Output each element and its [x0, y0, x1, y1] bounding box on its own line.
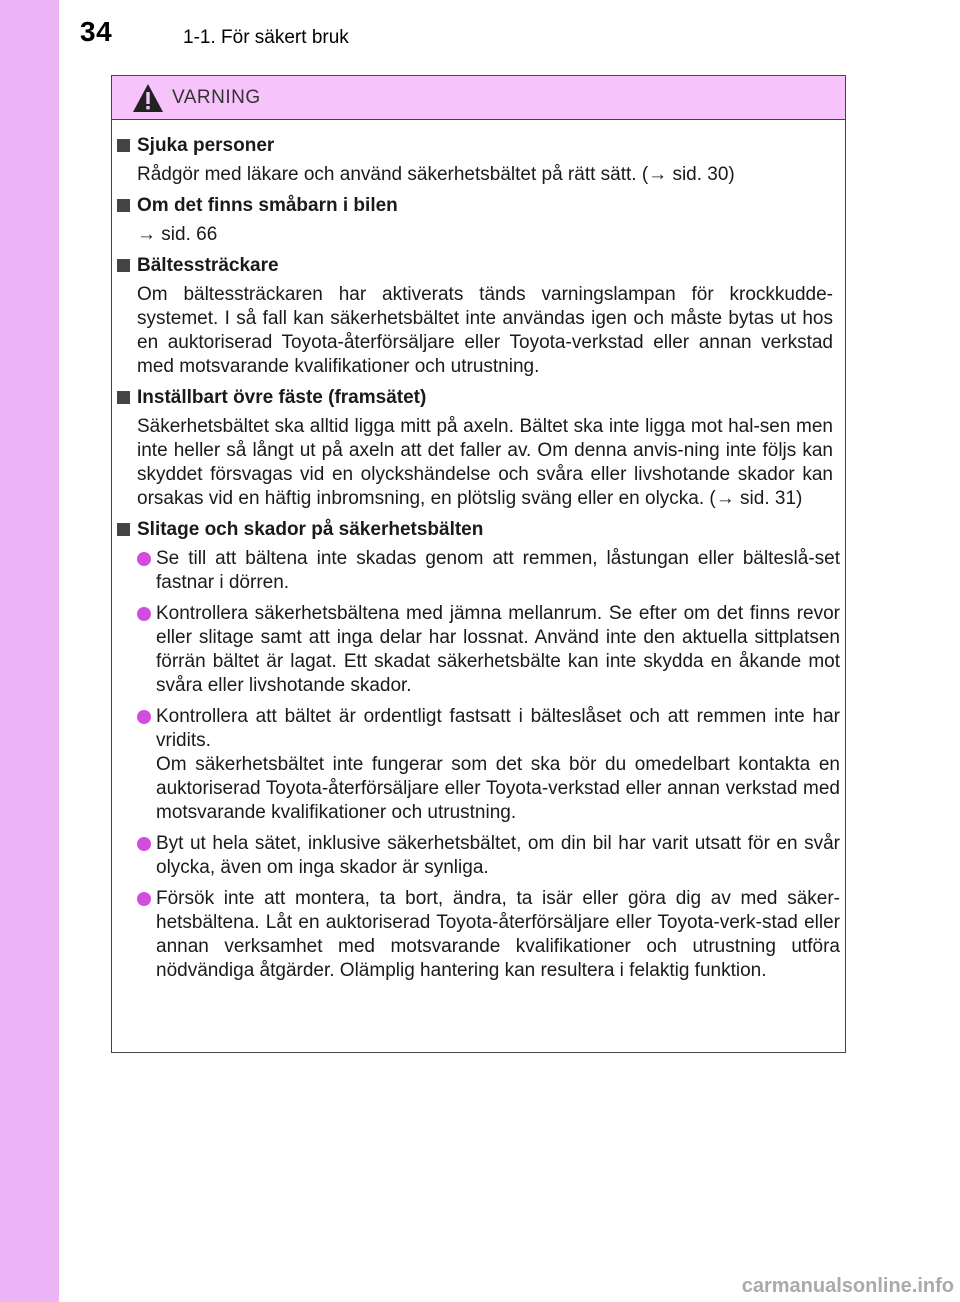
section-baltesstrackare: [112, 254, 847, 379]
round-bullet-icon: [137, 710, 151, 724]
round-bullet-icon: [137, 837, 151, 851]
section-body: Om bältessträckaren har aktiverats tänds varningslampan för krockkudde-systemet. I så fall kan säkerhetsbältet inte användas igen och måste bytas ut hos en auktoriserad Toyota-återförsäljare eller Toyota-verkstad eller annan verkstad med motsvarande kvalifikationer och utrustning.: [137, 284, 833, 377]
section-heading: Sjuka personer: [112, 134, 847, 158]
square-bullet-icon: [117, 523, 130, 536]
page-number: 34: [80, 16, 113, 47]
warning-triangle-icon: [132, 83, 164, 113]
round-bullet-icon: [137, 607, 151, 621]
square-bullet-icon: [117, 199, 130, 212]
list-item: Kontrollera säkerhetsbältena med jämna mellanrum. Se efter om det finns revor eller slitage samt att inga delar har lossnat. Använd inte den aktuella sittplatsen förrän bältet är lagat. Ett skadat säkerhetsbälte kan inte skydda en åkande mot svåra eller livshotande skador.: [156, 602, 840, 698]
list-item: Byt ut hela sätet, inklusive säkerhetsbältet, om din bil har varit utsatt för en svår olycka, även om inga skador är synliga.: [156, 832, 840, 880]
section-heading: Slitage och skador på säkerhetsbälten: [112, 518, 847, 542]
round-bullet-icon: [137, 552, 151, 566]
square-bullet-icon: [117, 391, 130, 404]
list-item: Se till att bältena inte skadas genom att remmen, låstungan eller bälteslå-set fastnar i dörren.: [156, 547, 840, 595]
warning-box: [111, 75, 846, 1053]
square-bullet-icon: [117, 259, 130, 272]
warning-content: [112, 134, 847, 990]
section-slitage: [112, 518, 847, 983]
square-bullet-icon: [117, 139, 130, 152]
list-item: Kontrollera att bältet är ordentligt fastsatt i bälteslåset och att remmen inte har vridits. Om säkerhetsbältet inte fungerar som det ska bör du omedelbart kontakta en auktoriserad Toyota-återförsäljare eller Toyota-verkstad eller annan verkstad med motsvarande kvalifikationer och utrustning.: [156, 705, 840, 825]
warning-header: [112, 76, 845, 120]
watermark: carmanualsonline.info: [741, 1275, 954, 1297]
section-heading: Om det finns småbarn i bilen: [112, 194, 847, 218]
section-ovre-faste: [112, 386, 847, 511]
section-smabarn: [112, 194, 847, 247]
section-title: 1-1. För säkert bruk: [183, 27, 349, 48]
section-heading: Inställbart övre fäste (framsätet): [112, 386, 847, 410]
section-heading: Bältessträckare: [112, 254, 847, 278]
warning-label: VARNING: [172, 87, 261, 108]
section-body: Säkerhetsbältet ska alltid ligga mitt på axeln. Bältet ska inte ligga mot hal-sen men inte heller så långt ut på axeln att det faller av. Om denna anvis-ning inte följs kan skyddet försvagas vid en olyckshändelse och svåra eller livshotande skador kan orsakas vid en häftig inbromsning, en plötslig sväng eller en olycka. (→ sid. 31): [137, 416, 833, 509]
section-body: Rådgör med läkare och använd säkerhetsbältet på rätt sätt. (→ sid. 30): [137, 164, 735, 185]
list-item: Försök inte att montera, ta bort, ändra, ta isär eller göra dig av med säker-hetsbältena. Låt en auktoriserad Toyota-återförsäljare eller Toyota-verk-stad eller annan verksamhet med motsvarande kvalifikationer och utrustning utföra nödvändiga åtgärder. Olämplig hantering kan resultera i felaktig funktion.: [156, 887, 840, 983]
section-sjuka-personer: [112, 134, 847, 187]
section-body: → sid. 66: [137, 224, 218, 245]
round-bullet-icon: [137, 892, 151, 906]
side-band: [0, 0, 59, 1302]
